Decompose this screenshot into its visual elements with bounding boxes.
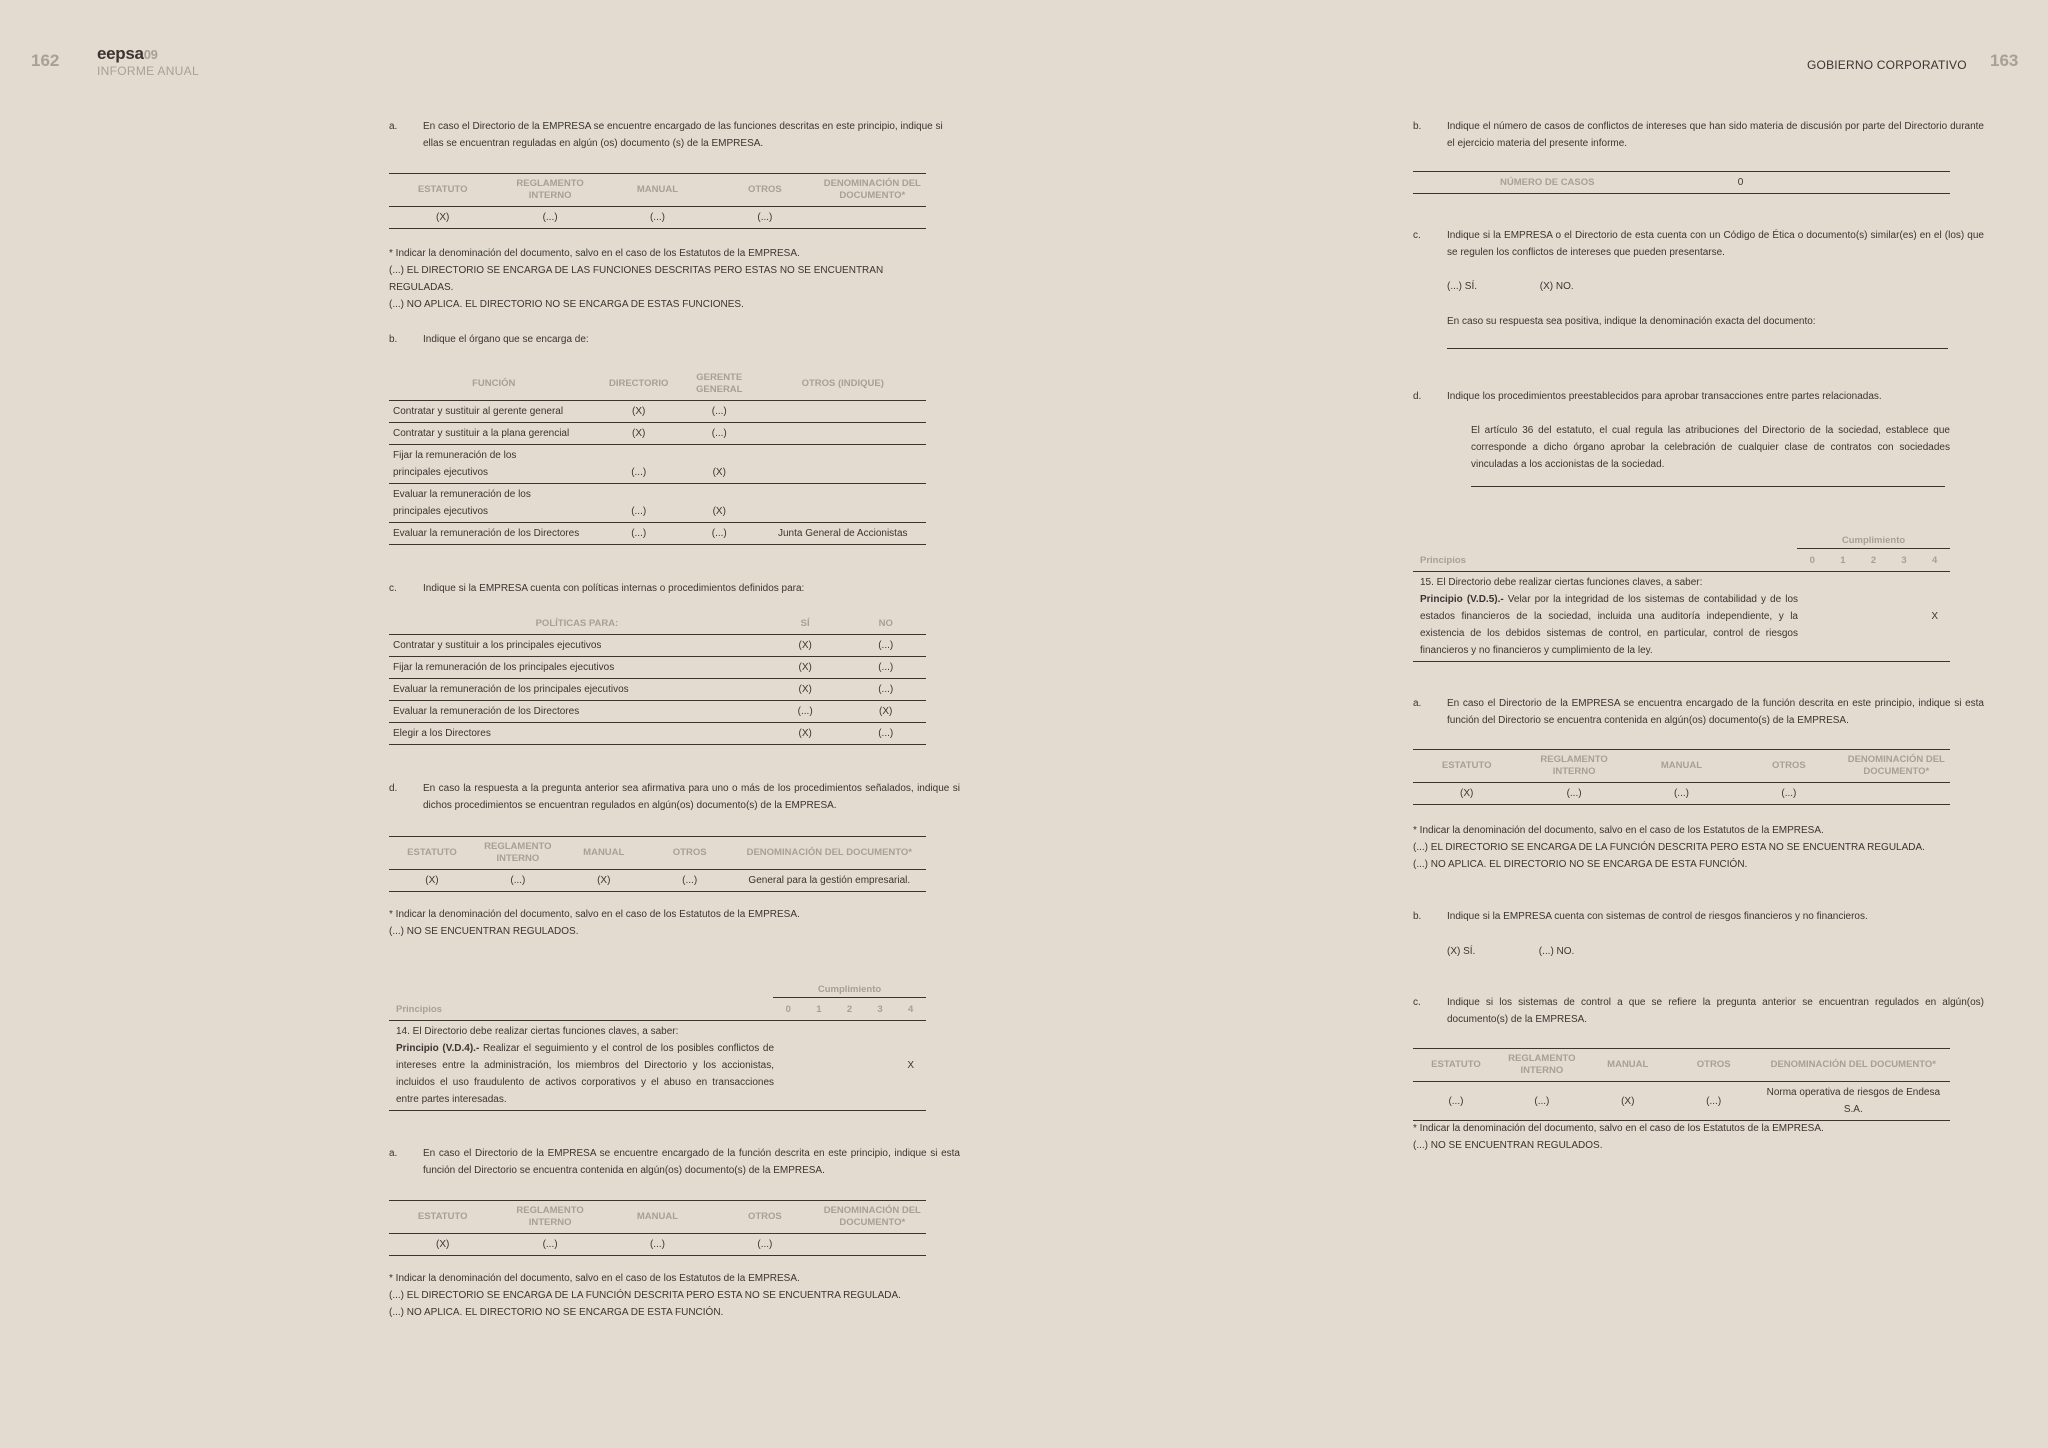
cell: (...) bbox=[475, 870, 561, 892]
cell: Evaluar la remuneración de los Directores bbox=[389, 701, 765, 723]
cell: (...) bbox=[711, 1234, 818, 1256]
col-manual: MANUAL bbox=[604, 174, 711, 207]
cell: (...) bbox=[679, 401, 760, 423]
col-politicas: POLÍTICAS PARA: bbox=[389, 614, 765, 635]
col-denominacion: DENOMINACIÓN DEL DOCUMENTO* bbox=[819, 174, 926, 207]
col-manual: MANUAL bbox=[561, 837, 647, 870]
score-label: 4 bbox=[908, 1004, 914, 1015]
answer-yes: (X) SÍ. bbox=[1447, 946, 1476, 957]
compliance-mark: X bbox=[907, 1060, 914, 1071]
answer-line bbox=[1447, 348, 1948, 349]
question-letter: b. bbox=[389, 334, 398, 345]
question-letter: d. bbox=[1413, 391, 1422, 402]
question-letter: c. bbox=[1413, 230, 1421, 241]
answer-no: (...) NO. bbox=[1538, 946, 1575, 957]
notes-a bbox=[389, 245, 926, 313]
score-label: 3 bbox=[877, 1004, 883, 1015]
cell: (...) bbox=[711, 207, 818, 229]
col-reglamento: REGLAMENTO INTERNO bbox=[1499, 1049, 1585, 1082]
principles-header: Principios bbox=[396, 1004, 442, 1015]
cell: (X) bbox=[765, 679, 846, 701]
cases-label: NÚMERO DE CASOS bbox=[1413, 172, 1682, 194]
cell: (...) bbox=[598, 445, 679, 484]
documents-table-a bbox=[1413, 749, 1950, 805]
question-letter: a. bbox=[389, 1148, 398, 1159]
principle-15-table bbox=[1413, 529, 1950, 662]
note: (...) EL DIRECTORIO SE ENCARGA DE LA FUNCIÓN DESCRITA PERO ESTA NO SE ENCUENTRA REGULADA. bbox=[389, 1290, 901, 1301]
question-letter: b. bbox=[1413, 121, 1422, 132]
col-funcion: FUNCIÓN bbox=[389, 368, 598, 401]
note: (...) EL DIRECTORIO SE ENCARGA DE LA FUNCIÓN DESCRITA PERO ESTA NO SE ENCUENTRA REGULADA. bbox=[1413, 842, 1925, 853]
cell: (X) bbox=[598, 401, 679, 423]
cell: Evaluar la remuneración de los Directores bbox=[389, 523, 598, 545]
col-si: SÍ bbox=[765, 614, 846, 635]
answer-yes: (...) SÍ. bbox=[1447, 281, 1477, 292]
col-manual: MANUAL bbox=[1585, 1049, 1671, 1082]
note: * Indicar la denominación del documento, salvo en el caso de los Estatutos de la EMPRESA. bbox=[389, 1273, 800, 1284]
cell: (...) bbox=[496, 1234, 603, 1256]
question-text: En caso el Directorio de la EMPRESA se encuentra encargado de la función descrita en este principio, indique si esta función del Directorio se encuentra contenida en algún(os) documento(s) de la EMPRESA. bbox=[1447, 698, 1984, 726]
col-manual: MANUAL bbox=[604, 1201, 711, 1234]
question-a bbox=[389, 118, 960, 152]
notes-a2 bbox=[389, 1270, 926, 1321]
col-gerente: GERENTE GENERAL bbox=[679, 368, 760, 401]
note: * Indicar la denominación del documento, salvo en el caso de los Estatutos de la EMPRESA. bbox=[1413, 825, 1824, 836]
principle-title: 15. El Directorio debe realizar ciertas funciones claves, a saber: bbox=[1420, 577, 1703, 588]
cell: (X) bbox=[845, 701, 926, 723]
col-denominacion: DENOMINACIÓN DEL DOCUMENTO* bbox=[819, 1201, 926, 1234]
table-row bbox=[389, 423, 926, 445]
note: (...) NO APLICA. EL DIRECTORIO NO SE ENCARGA DE ESTA FUNCIÓN. bbox=[1413, 859, 1748, 870]
question-c bbox=[1413, 227, 1984, 261]
note: (...) NO SE ENCUENTRAN REGULADOS. bbox=[1413, 1140, 1603, 1151]
cell: (X) bbox=[389, 207, 496, 229]
col-estatuto: ESTATUTO bbox=[1413, 750, 1520, 783]
principles-header: Principios bbox=[1420, 555, 1466, 566]
cell: (...) bbox=[765, 701, 846, 723]
note: (...) NO APLICA. EL DIRECTORIO NO SE ENCARGA DE ESTAS FUNCIONES. bbox=[389, 299, 744, 310]
cell: (...) bbox=[598, 484, 679, 523]
follow-up-c bbox=[1413, 313, 1984, 330]
question-b2 bbox=[1413, 908, 1984, 925]
cell: (...) bbox=[845, 723, 926, 745]
answer-no: (X) NO. bbox=[1539, 281, 1574, 292]
note: * Indicar la denominación del documento, salvo en el caso de los Estatutos de la EMPRESA. bbox=[389, 248, 800, 259]
note: * Indicar la denominación del documento, salvo en el caso de los Estatutos de la EMPRESA. bbox=[1413, 1123, 1824, 1134]
question-letter: a. bbox=[1413, 698, 1422, 709]
col-denominacion: DENOMINACIÓN DEL DOCUMENTO* bbox=[1757, 1049, 1950, 1082]
cell: (...) bbox=[1628, 783, 1735, 805]
question-a2 bbox=[389, 1145, 960, 1179]
cell: (X) bbox=[1413, 783, 1520, 805]
cell: (...) bbox=[1735, 783, 1842, 805]
cell: Norma operativa de riesgos de Endesa S.A. bbox=[1757, 1082, 1950, 1121]
col-otros: OTROS bbox=[1671, 1049, 1757, 1082]
cell: (X) bbox=[765, 723, 846, 745]
question-letter: c. bbox=[1413, 997, 1421, 1008]
table-row bbox=[389, 523, 926, 545]
right-page-number: 163 bbox=[1990, 51, 2019, 70]
col-estatuto: ESTATUTO bbox=[389, 1201, 496, 1234]
col-denominacion: DENOMINACIÓN DEL DOCUMENTO* bbox=[733, 837, 926, 870]
question-text: Indique si la EMPRESA cuenta con sistemas de control de riesgos financieros y no financieros. bbox=[1447, 911, 1868, 922]
table-row bbox=[389, 635, 926, 657]
principle-14-table bbox=[389, 978, 926, 1111]
compliance-title: Cumplimiento bbox=[1841, 535, 1906, 546]
cell: General para la gestión empresarial. bbox=[733, 870, 926, 892]
question-letter: a. bbox=[389, 121, 398, 132]
col-estatuto: ESTATUTO bbox=[1413, 1049, 1499, 1082]
principle-text bbox=[1420, 574, 1798, 659]
cell: (...) bbox=[496, 207, 603, 229]
col-reglamento: REGLAMENTO INTERNO bbox=[475, 837, 561, 870]
question-letter: d. bbox=[389, 783, 398, 794]
principle-code: Principio (V.D.4).- bbox=[396, 1043, 480, 1054]
question-b bbox=[1413, 118, 1984, 152]
cell: Evaluar la remuneración de los principales ejecutivos bbox=[389, 679, 765, 701]
principle-body: Velar por la integridad de los sistemas de contabilidad y de los estados financieros de la sociedad, incluida una auditoría independiente, y la existencia de los debidos sistemas de control, en particular, control de riesgos financieros y no financieros y cumplimiento de la ley. bbox=[1420, 594, 1799, 656]
cell bbox=[760, 401, 926, 423]
notes-d bbox=[389, 906, 926, 940]
cell bbox=[819, 207, 926, 229]
question-text: Indique si la EMPRESA o el Directorio de esta cuenta con un Código de Ética o documento(s) similar(es) en el (los) que se regulen los conflictos de intereses que pueden presentarse. bbox=[1447, 230, 1984, 258]
cell: Elegir a los Directores bbox=[389, 723, 765, 745]
answer-text: El artículo 36 del estatuto, el cual regula las atribuciones del Directorio de la sociedad, establece que corresponde a dicho órgano aprobar la celebración de cualquier clase de contratos con sociedades vinculadas a los accionistas de la sociedad. bbox=[1471, 425, 1950, 470]
col-directorio: DIRECTORIO bbox=[598, 368, 679, 401]
question-text: Indique el órgano que se encarga de: bbox=[423, 334, 589, 345]
cell: (X) bbox=[765, 657, 846, 679]
cases-value: 0 bbox=[1682, 172, 1800, 194]
col-denominacion: DENOMINACIÓN DEL DOCUMENTO* bbox=[1843, 750, 1950, 783]
table-row bbox=[389, 445, 926, 484]
cell: (...) bbox=[1520, 783, 1627, 805]
cell: (X) bbox=[679, 484, 760, 523]
col-no: NO bbox=[845, 614, 926, 635]
question-letter: c. bbox=[389, 583, 397, 594]
principle-text bbox=[396, 1023, 774, 1108]
cell: Evaluar la remuneración de los principales ejecutivos bbox=[389, 484, 598, 523]
question-text: Indique si los sistemas de control a que se refiere la pregunta anterior se encuentran regulados en algún(os) documento(s) de la EMPRESA. bbox=[1447, 997, 1984, 1025]
cell: (X) bbox=[389, 1234, 496, 1256]
cell: (X) bbox=[561, 870, 647, 892]
left-page-content bbox=[389, 0, 960, 1448]
cell: (X) bbox=[389, 870, 475, 892]
cell: Contratar y sustituir al gerente general bbox=[389, 401, 598, 423]
organ-table bbox=[389, 368, 926, 545]
cell: (...) bbox=[679, 423, 760, 445]
note: * Indicar la denominación del documento, salvo en el caso de los Estatutos de la EMPRESA. bbox=[389, 909, 800, 920]
question-letter: b. bbox=[1413, 911, 1422, 922]
score-label: 1 bbox=[1840, 555, 1846, 566]
cell: Fijar la remuneración de los principales ejecutivos bbox=[389, 657, 765, 679]
cell: (X) bbox=[765, 635, 846, 657]
cell: (...) bbox=[845, 679, 926, 701]
cell: (...) bbox=[679, 523, 760, 545]
cell bbox=[760, 484, 926, 523]
left-page-number: 162 bbox=[31, 51, 60, 70]
cell: (...) bbox=[604, 207, 711, 229]
principle-title: 14. El Directorio debe realizar ciertas funciones claves, a saber: bbox=[396, 1026, 679, 1037]
yes-no-b2 bbox=[1413, 943, 1984, 960]
cell: Contratar y sustituir a la plana gerencial bbox=[389, 423, 598, 445]
question-d bbox=[1413, 388, 1984, 405]
principle-body: Realizar el seguimiento y el control de los posibles conflictos de intereses entre la administración, los miembros del Directorio y los accionistas, incluidos el uso fraudulento de activos corporativos y el abuso en transacciones entre partes interesadas. bbox=[396, 1043, 775, 1105]
cell: Contratar y sustituir a los principales ejecutivos bbox=[389, 635, 765, 657]
principle-code: Principio (V.D.5).- bbox=[1420, 594, 1504, 605]
answer-d bbox=[1413, 422, 1950, 473]
follow-up-text: En caso su respuesta sea positiva, indique la denominación exacta del documento: bbox=[1447, 316, 1816, 327]
cell bbox=[1843, 783, 1950, 805]
cell: Fijar la remuneración de los principales ejecutivos bbox=[389, 445, 598, 484]
table-row bbox=[389, 723, 926, 745]
col-reglamento: REGLAMENTO INTERNO bbox=[496, 1201, 603, 1234]
score-label: 1 bbox=[816, 1004, 822, 1015]
score-label: 0 bbox=[1809, 555, 1815, 566]
cell: (X) bbox=[598, 423, 679, 445]
company-logo bbox=[97, 44, 158, 64]
cell bbox=[760, 423, 926, 445]
table-row bbox=[389, 401, 926, 423]
question-b bbox=[389, 331, 960, 348]
col-estatuto: ESTATUTO bbox=[389, 837, 475, 870]
cell: (X) bbox=[1585, 1082, 1671, 1121]
cell bbox=[819, 1234, 926, 1256]
question-d bbox=[389, 780, 960, 814]
score-label: 2 bbox=[846, 1004, 853, 1015]
question-text: Indique el número de casos de conflictos de intereses que han sido materia de discusión por parte del Directorio durante el ejercicio materia del presente informe. bbox=[1447, 121, 1984, 149]
col-estatuto: ESTATUTO bbox=[389, 174, 496, 207]
report-title: INFORME ANUAL bbox=[97, 64, 199, 78]
cell: (...) bbox=[598, 523, 679, 545]
col-otros: OTROS bbox=[647, 837, 733, 870]
policies-table bbox=[389, 614, 926, 745]
table-row bbox=[389, 679, 926, 701]
question-text: Indique si la EMPRESA cuenta con políticas internas o procedimientos definidos para: bbox=[423, 583, 805, 594]
section-title: GOBIERNO CORPORATIVO bbox=[1807, 58, 1967, 72]
answer-line bbox=[1471, 486, 1945, 487]
cell: Junta General de Accionistas bbox=[760, 523, 926, 545]
question-text: Indique los procedimientos preestablecidos para aprobar transacciones entre partes relacionadas. bbox=[1447, 391, 1882, 402]
col-otros: OTROS (INDIQUE) bbox=[760, 368, 926, 401]
cell bbox=[760, 445, 926, 484]
table-row bbox=[389, 657, 926, 679]
documents-table-d bbox=[389, 836, 926, 892]
documents-table-a2 bbox=[389, 1200, 926, 1256]
note: (...) NO APLICA. EL DIRECTORIO NO SE ENCARGA DE ESTA FUNCIÓN. bbox=[389, 1307, 724, 1318]
cell: (...) bbox=[1499, 1082, 1585, 1121]
yes-no-c bbox=[1413, 278, 1984, 295]
question-text: En caso el Directorio de la EMPRESA se encuentre encargado de la función descrita en este principio, indique si esta función del Directorio se encuentra contenida en algún(os) documento(s) de la EMPRESA. bbox=[423, 1148, 960, 1176]
cell: (...) bbox=[647, 870, 733, 892]
col-reglamento: REGLAMENTO INTERNO bbox=[496, 174, 603, 207]
score-label: 2 bbox=[1870, 555, 1877, 566]
table-row bbox=[389, 701, 926, 723]
cases-table bbox=[1413, 171, 1950, 194]
cell: (...) bbox=[845, 635, 926, 657]
cell: (...) bbox=[604, 1234, 711, 1256]
col-otros: OTROS bbox=[711, 1201, 818, 1234]
notes-c2 bbox=[1413, 1120, 1950, 1154]
documents-table-a bbox=[389, 173, 926, 229]
score-label: 0 bbox=[785, 1004, 791, 1015]
documents-table-c2 bbox=[1413, 1048, 1950, 1121]
score-label: 3 bbox=[1901, 555, 1907, 566]
col-otros: OTROS bbox=[1735, 750, 1842, 783]
cell: (...) bbox=[1671, 1082, 1757, 1121]
question-c bbox=[389, 580, 960, 597]
col-manual: MANUAL bbox=[1628, 750, 1735, 783]
col-reglamento: REGLAMENTO INTERNO bbox=[1520, 750, 1627, 783]
notes-a bbox=[1413, 822, 1950, 873]
cell: (...) bbox=[1413, 1082, 1499, 1121]
question-a bbox=[1413, 695, 1984, 729]
compliance-title: Cumplimiento bbox=[817, 984, 882, 995]
logo-text: eepsa bbox=[97, 44, 144, 63]
question-c2 bbox=[1413, 994, 1984, 1028]
note: (...) NO SE ENCUENTRAN REGULADOS. bbox=[389, 926, 579, 937]
cell: (...) bbox=[845, 657, 926, 679]
cell: (X) bbox=[679, 445, 760, 484]
col-otros: OTROS bbox=[711, 174, 818, 207]
right-page-content bbox=[1413, 0, 1984, 1448]
score-label: 4 bbox=[1932, 555, 1938, 566]
table-row bbox=[389, 484, 926, 523]
compliance-mark: X bbox=[1931, 611, 1938, 622]
note: (...) EL DIRECTORIO SE ENCARGA DE LAS FUNCIONES DESCRITAS PERO ESTAS NO SE ENCUENTRAN REGULADAS. bbox=[389, 265, 884, 293]
question-text: En caso la respuesta a la pregunta anterior sea afirmativa para uno o más de los procedimientos señalados, indique si dichos procedimientos se encuentran regulados en algún(os) documento(s) de la EMPRESA. bbox=[423, 783, 960, 811]
logo-year: 09 bbox=[143, 47, 158, 62]
question-text: En caso el Directorio de la EMPRESA se encuentre encargado de las funciones descritas en este principio, indique si ellas se encuentran reguladas en algún (os) documento (s) de la EMPRESA. bbox=[423, 121, 943, 149]
